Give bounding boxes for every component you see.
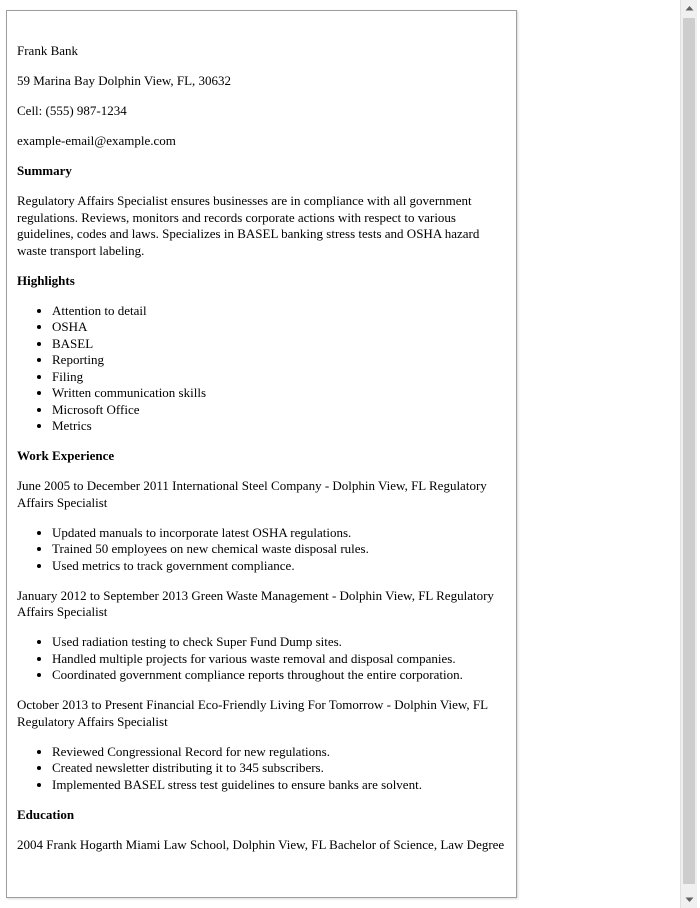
job-header: October 2013 to Present Financial Eco-Friendly Living For Tomorrow - Dolphin View, FL Regulatory Affairs Specialist	[17, 697, 488, 729]
job-header: June 2005 to December 2011 International Steel Company - Dolphin View, FL Regulatory Affairs Specialist	[17, 478, 487, 510]
highlight-item: • Microsoft Office	[52, 402, 505, 419]
scroll-down-button[interactable]	[681, 892, 697, 908]
highlight-item: • BASEL	[52, 336, 505, 353]
summary-text: Regulatory Affairs Specialist ensures businesses are in compliance with all government regulations. Reviews, monitors and records corporate actions with respect to various guidelines, codes and laws. Specializes in BASEL banking stress tests and OSHA hazard waste transport labeling.	[17, 193, 480, 258]
resume-content	[17, 43, 505, 867]
job-bullets	[17, 744, 505, 794]
highlight-item: • Filing	[52, 369, 505, 386]
contact-address: 59 Marina Bay Dolphin View, FL, 30632	[17, 73, 232, 88]
job-bullets	[17, 525, 505, 575]
vertical-scrollbar[interactable]	[680, 0, 697, 908]
job-header: January 2012 to September 2013 Green Waste Management - Dolphin View, FL Regulatory Affairs Specialist	[17, 587, 494, 619]
highlight-item: • Metrics	[52, 418, 505, 435]
work-experience-heading: Work Experience	[17, 448, 115, 463]
job-bullet: • Implemented BASEL stress test guidelines to ensure banks are solvent.	[52, 777, 505, 794]
highlight-item: • Attention to detail	[52, 303, 505, 320]
contact-phone: Cell: (555) 987-1234	[17, 103, 127, 118]
highlight-item: • Written communication skills	[52, 385, 505, 402]
education-heading: Education	[17, 806, 75, 822]
job-bullet: • Updated manuals to incorporate latest OSHA regulations.	[52, 525, 505, 542]
job-bullets	[17, 634, 505, 684]
job-bullet: • Coordinated government compliance reports throughout the entire corporation.	[52, 667, 505, 684]
job-bullet: • Used metrics to track government compliance.	[52, 558, 505, 575]
resume-document	[6, 10, 517, 898]
contact-email: example-email@example.com	[17, 133, 176, 148]
job-bullet: • Trained 50 employees on new chemical waste disposal rules.	[52, 541, 505, 558]
job-bullet: • Handled multiple projects for various waste removal and disposal companies.	[52, 651, 505, 668]
scroll-up-button[interactable]	[681, 0, 697, 16]
education-text: 2004 Frank Hogarth Miami Law School, Dolphin View, FL Bachelor of Science, Law Degree	[17, 836, 505, 852]
highlights-list	[17, 303, 505, 435]
chevron-up-icon	[685, 5, 694, 11]
contact-name: Frank Bank	[17, 43, 79, 58]
summary-heading: Summary	[17, 163, 72, 178]
job-bullet: • Reviewed Congressional Record for new regulations.	[52, 744, 505, 761]
highlight-item: • Reporting	[52, 352, 505, 369]
highlight-item: • OSHA	[52, 319, 505, 336]
job-bullet: • Used radiation testing to check Super Fund Dump sites.	[52, 634, 505, 651]
highlights-heading: Highlights	[17, 272, 75, 288]
scroll-thumb[interactable]	[683, 18, 695, 884]
job-bullet: • Created newsletter distributing it to 345 subscribers.	[52, 760, 505, 777]
chevron-down-icon	[685, 897, 694, 903]
